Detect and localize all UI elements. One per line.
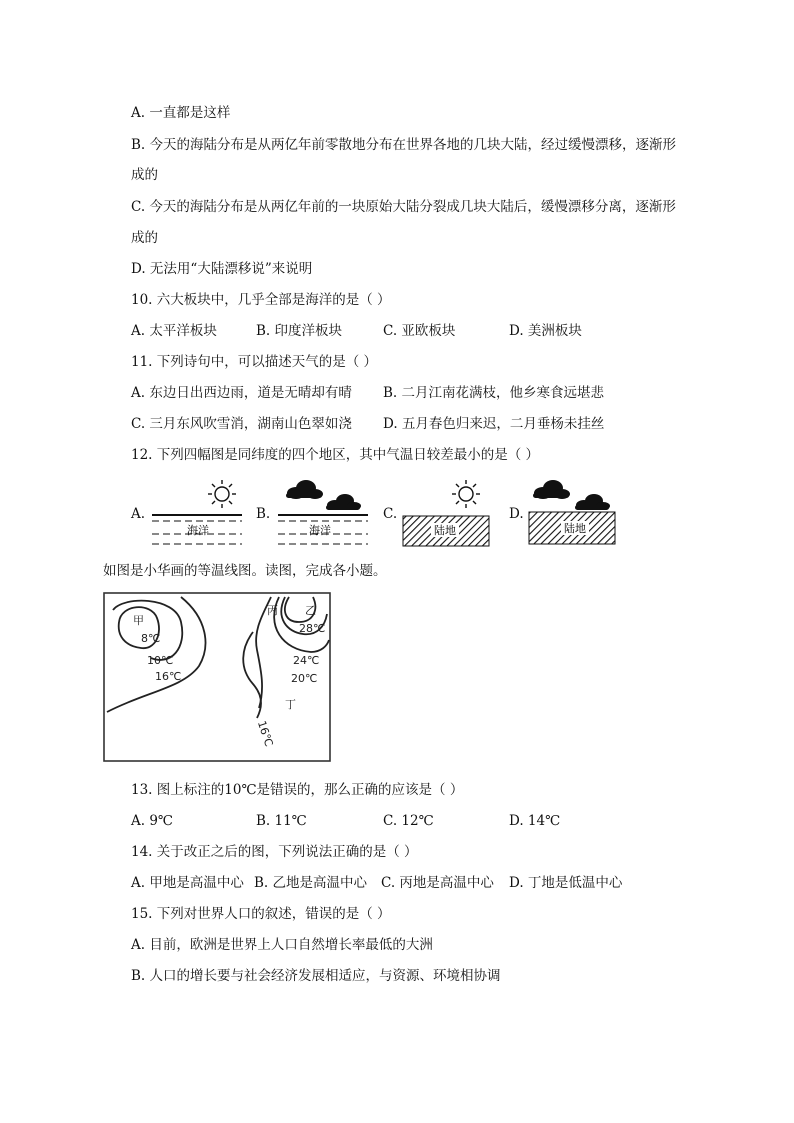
q9-option-c-line2: 成的 (131, 230, 158, 246)
q14-option-d: D. 丁地是低温中心 (509, 875, 623, 891)
q12-fig-c (403, 480, 489, 546)
sun-icon (452, 480, 480, 508)
isotherm-label-16a: 16℃ (155, 670, 182, 683)
cloud-icon (575, 494, 610, 510)
isotherm-intro: 如图是小华画的等温线图。读图，完成各小题。 (103, 563, 387, 579)
q12-stem: 12. 下列四幅图是同纬度的四个地区，其中气温日较差最小的是（ ） (131, 447, 540, 463)
q10-option-c: C. 亚欧板块 (383, 323, 456, 339)
q11-option-b: B. 二月江南花满枝，他乡寒食远堪悲 (383, 385, 605, 401)
place-ding: 丁 (285, 698, 296, 711)
q13-option-d: D. 14℃ (509, 813, 561, 829)
q12-label-d: D. (509, 506, 524, 522)
isotherm-map (103, 592, 333, 764)
q11-option-a: A. 东边日出西边雨，道是无晴却有晴 (131, 385, 352, 401)
q14-option-a: A. 甲地是高温中心 (131, 875, 244, 891)
q14-stem: 14. 关于改正之后的图，下列说法正确的是（ ） (131, 844, 418, 860)
land-label-c: 陆地 (434, 524, 456, 537)
ocean-label-b: 海洋 (309, 524, 331, 537)
isotherm-label-24: 24℃ (293, 654, 320, 667)
sun-icon (208, 480, 236, 508)
q14-option-b: B. 乙地是高温中心 (254, 875, 368, 891)
isotherm-label-8: 8℃ (141, 632, 161, 645)
cloud-icon (326, 494, 361, 510)
land-label-d: 陆地 (564, 522, 586, 535)
q15-stem: 15. 下列对世界人口的叙述，错误的是（ ） (131, 906, 391, 922)
q9-option-a: A. 一直都是这样 (131, 105, 231, 121)
q12-fig-d (529, 480, 615, 544)
q10-stem: 10. 六大板块中，几乎全部是海洋的是（ ） (131, 292, 391, 308)
q13-option-c: C. 12℃ (383, 813, 434, 829)
q11-option-d: D. 五月春色归来迟，二月垂杨未挂丝 (383, 416, 605, 432)
q10-option-b: B. 印度洋板块 (256, 323, 343, 339)
q12-figures (0, 476, 794, 556)
q13-stem: 13. 图上标注的10℃是错误的，那么正确的应该是（ ） (131, 782, 464, 798)
q9-option-b-line1: B. 今天的海陆分布是从两亿年前零散地分布在世界各地的几块大陆，经过缓慢漂移，逐渐形 (131, 137, 677, 153)
q12-fig-a (152, 480, 242, 544)
q12-label-b: B. (256, 506, 271, 522)
q12-label-a: A. (131, 506, 146, 522)
isotherm-label-20: 20℃ (291, 672, 318, 685)
q10-option-a: A. 太平洋板块 (131, 323, 217, 339)
cloud-icon (286, 480, 323, 499)
place-jia: 甲 (133, 614, 144, 627)
q13-option-a: A. 9℃ (131, 813, 174, 829)
q12-label-c: C. (383, 506, 398, 522)
q10-option-d: D. 美洲板块 (509, 323, 582, 339)
q13-option-b: B. 11℃ (256, 813, 307, 829)
q15-option-a: A. 目前，欧洲是世界上人口自然增长率最低的大洲 (131, 937, 433, 953)
q12-fig-b (278, 480, 368, 544)
place-bing: 丙 (267, 604, 278, 617)
q15-option-b: B. 人口的增长要与社会经济发展相适应，与资源、环境相协调 (131, 968, 501, 984)
isotherm-label-16b: 16℃ (254, 719, 276, 749)
ocean-label-a: 海洋 (187, 524, 209, 537)
q9-option-d: D. 无法用“大陆漂移说”来说明 (131, 261, 313, 277)
q11-option-c: C. 三月东风吹雪消，湖南山色翠如浇 (131, 416, 352, 432)
isotherm-label-10: 10℃ (147, 654, 174, 667)
q11-stem: 11. 下列诗句中，可以描述天气的是（ ） (131, 354, 378, 370)
place-yi: 乙 (305, 604, 316, 617)
q9-option-c-line1: C. 今天的海陆分布是从两亿年前的一块原始大陆分裂成几块大陆后，缓慢漂移分离，逐渐形 (131, 199, 676, 215)
cloud-icon (533, 480, 570, 499)
isotherm-label-28: 28℃ (299, 622, 326, 635)
q14-option-c: C. 丙地是高温中心 (381, 875, 494, 891)
q9-option-b-line2: 成的 (131, 167, 158, 183)
